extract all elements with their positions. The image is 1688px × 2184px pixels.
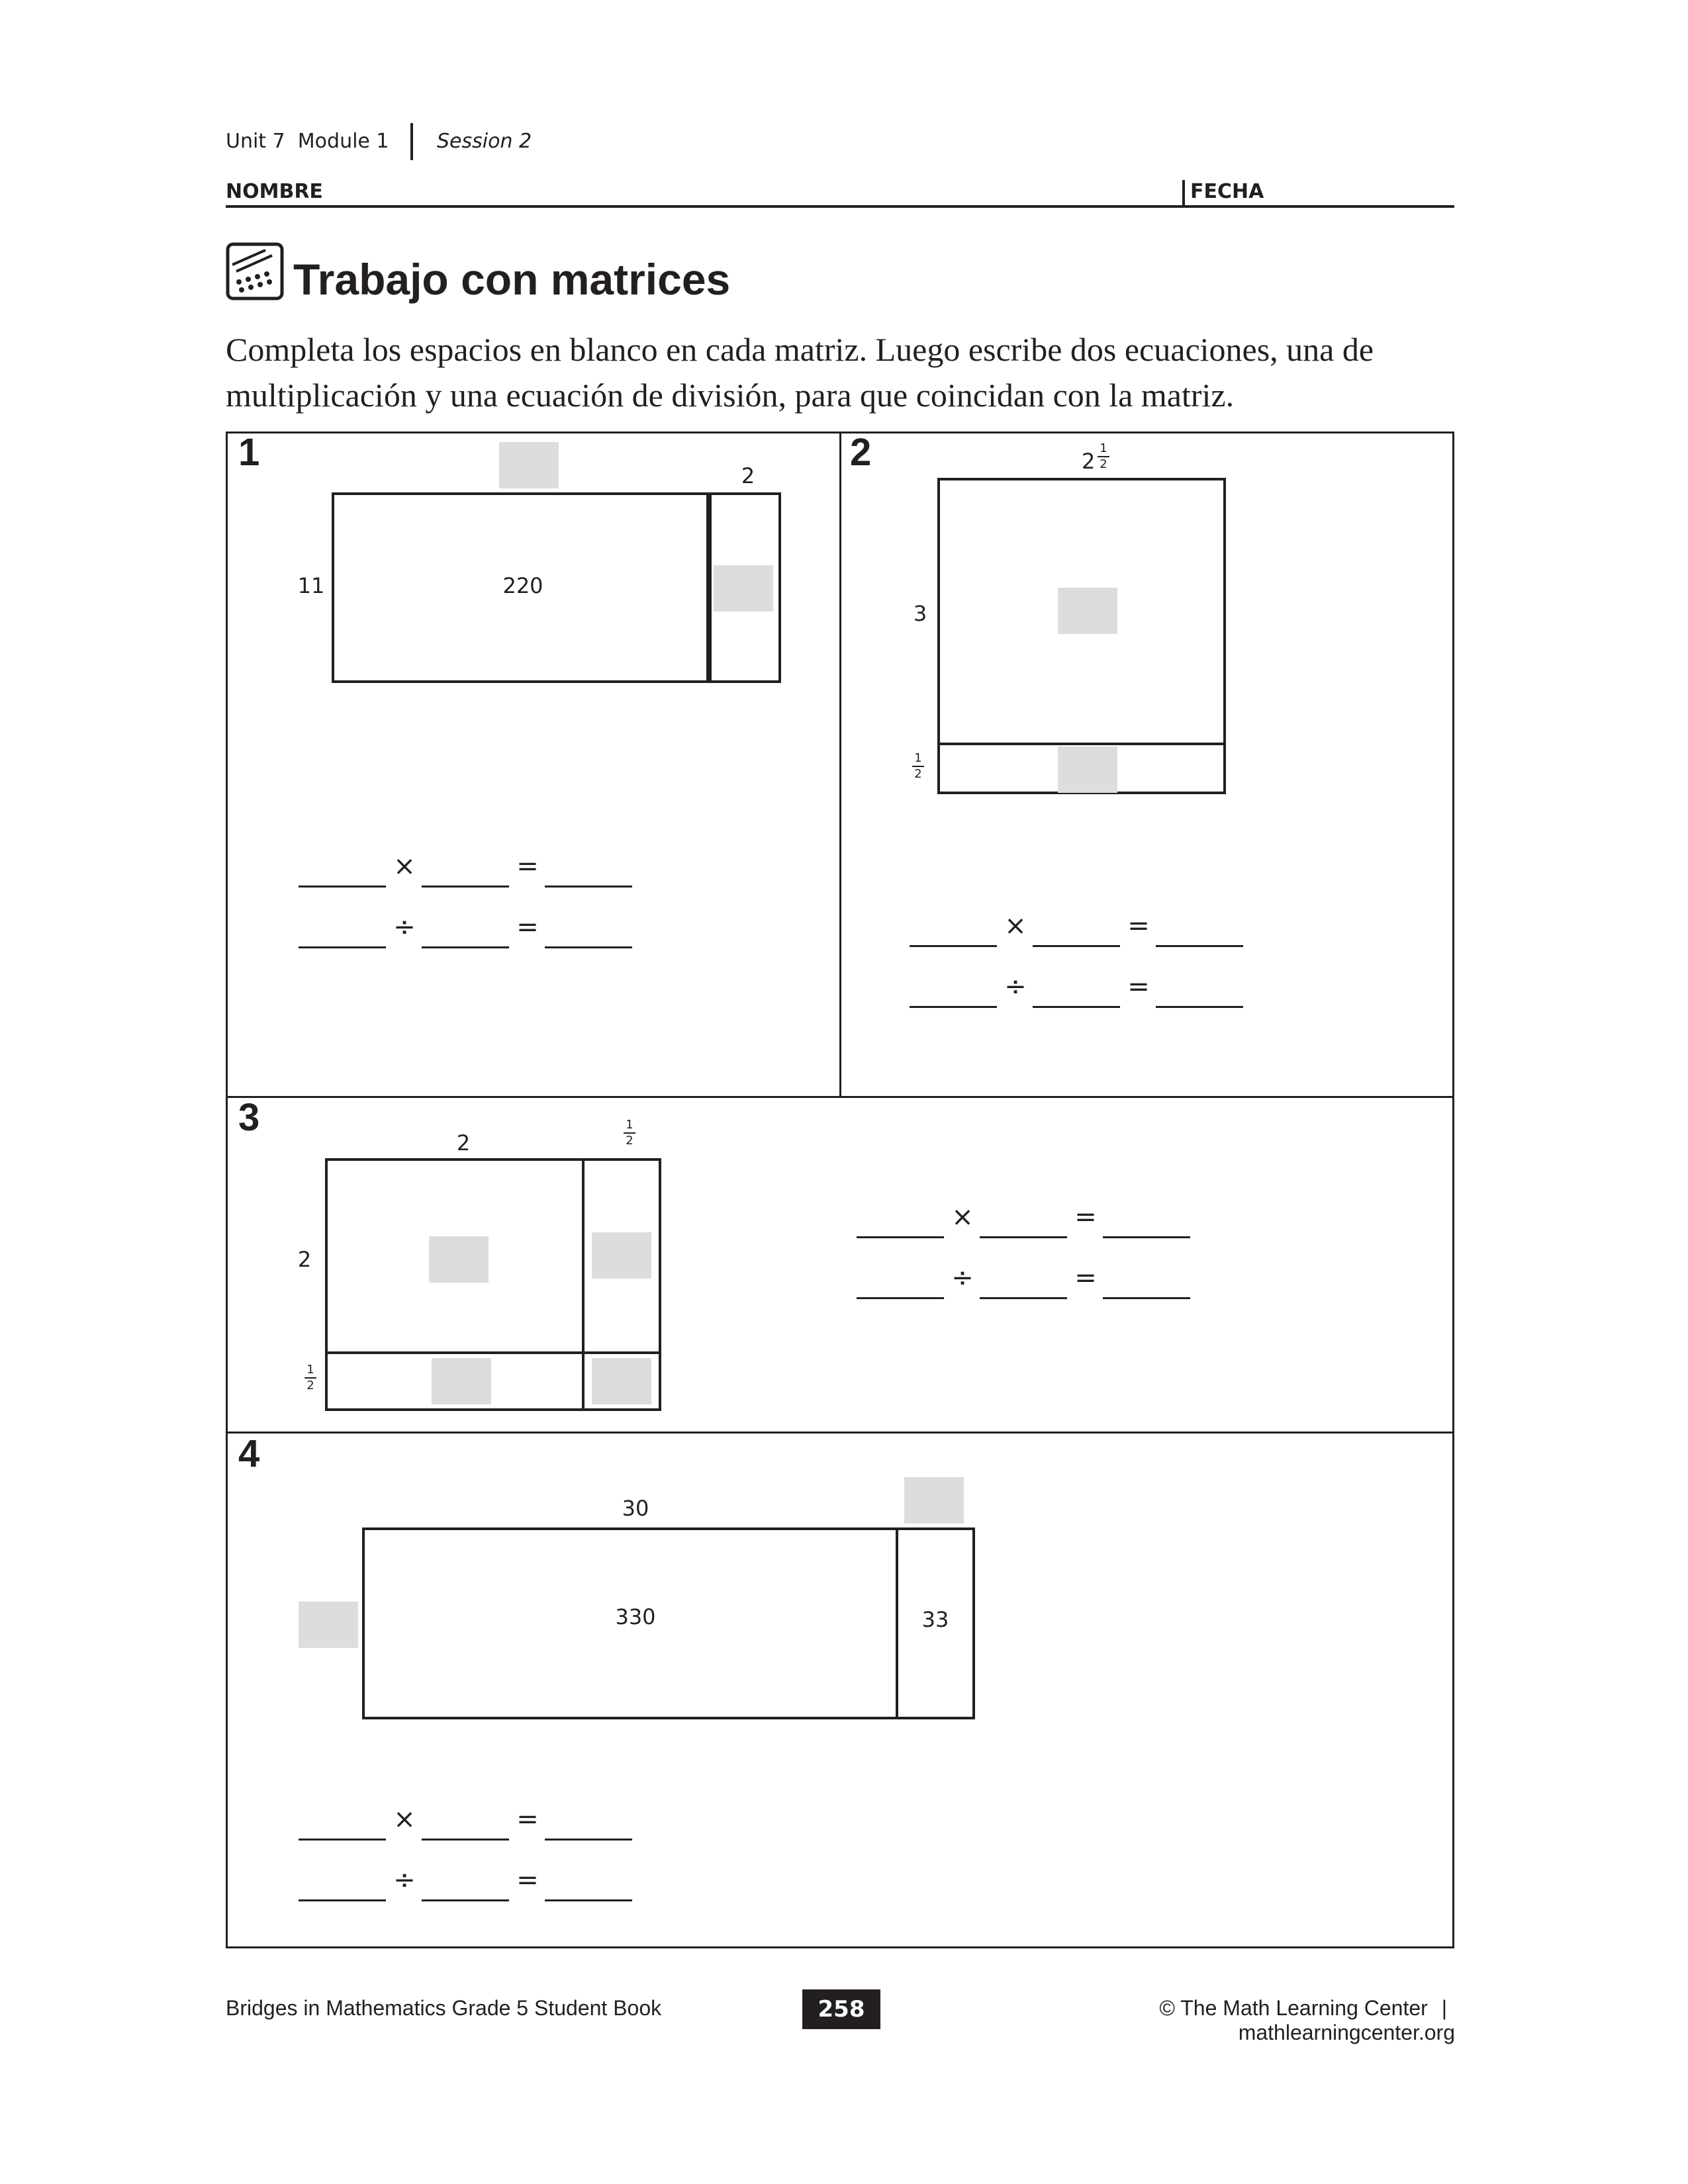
instructions-line-1: Completa los espacios en blanco en cada matriz. Luego escribe dos ecuaciones, una de xyxy=(226,331,1374,368)
session-label: Session 2 xyxy=(437,130,532,153)
label-top-main-4: 30 xyxy=(622,1496,649,1521)
divider-row-1 xyxy=(226,1096,1454,1098)
footer-separator: | xyxy=(1441,1996,1447,2020)
equation-div-3 xyxy=(857,1257,1194,1297)
blank-cell-3-a[interactable] xyxy=(429,1236,489,1283)
div-sign-3: ÷ xyxy=(951,1263,974,1293)
page-title: Trabajo con matrices xyxy=(293,255,731,304)
equation-mult-2 xyxy=(910,905,1247,945)
label-left-main-2: 3 xyxy=(913,601,927,626)
mult-blank-a-1[interactable] xyxy=(299,846,386,887)
module-label: Module 1 xyxy=(297,130,389,153)
footer-copyright: © The Math Learning Center xyxy=(1159,1996,1428,2020)
mult-blank-a-2[interactable] xyxy=(910,905,997,947)
instructions xyxy=(226,327,1464,418)
label-top-right-1: 2 xyxy=(741,463,755,488)
mult-sign-3: × xyxy=(951,1202,974,1232)
name-date-divider xyxy=(1182,180,1185,206)
div-eq-sign-4: = xyxy=(516,1865,539,1895)
problem-number-4: 4 xyxy=(238,1432,260,1475)
problem-number-2: 2 xyxy=(850,431,872,474)
div-blank-a-2[interactable] xyxy=(910,966,997,1008)
equation-div-1 xyxy=(299,907,636,946)
blank-top-right-4[interactable] xyxy=(904,1477,964,1524)
mult-blank-c-4[interactable] xyxy=(545,1799,632,1841)
header-divider xyxy=(410,123,413,160)
mult-blank-b-3[interactable] xyxy=(980,1197,1067,1238)
name-line[interactable] xyxy=(226,205,1454,208)
mult-blank-b-1[interactable] xyxy=(422,846,509,887)
div-blank-a-1[interactable] xyxy=(299,907,386,948)
div-blank-b-1[interactable] xyxy=(422,907,509,948)
mult-blank-c-3[interactable] xyxy=(1103,1197,1190,1238)
equation-mult-3 xyxy=(857,1197,1194,1236)
div-blank-c-4[interactable] xyxy=(545,1860,632,1901)
blank-cell-3-d[interactable] xyxy=(592,1358,651,1404)
mult-eq-sign-1: = xyxy=(516,851,539,882)
div-blank-c-1[interactable] xyxy=(545,907,632,948)
footer-site[interactable]: mathlearningcenter.org xyxy=(1238,2021,1455,2044)
label-right-4: 33 xyxy=(921,1607,949,1632)
div-eq-sign-3: = xyxy=(1074,1263,1097,1293)
label-top-den-2: 2 xyxy=(1100,457,1107,471)
mult-sign-2: × xyxy=(1004,911,1027,941)
div-blank-b-4[interactable] xyxy=(422,1860,509,1901)
worksheet-icon xyxy=(226,242,284,300)
mult-blank-b-2[interactable] xyxy=(1033,905,1120,947)
label-top-2 xyxy=(1079,442,1119,475)
label-left-main-3: 2 xyxy=(297,1247,312,1272)
label-left-frac-2 xyxy=(908,752,928,781)
mult-sign-4: × xyxy=(393,1804,416,1835)
div-eq-sign-2: = xyxy=(1127,972,1150,1002)
equation-mult-4 xyxy=(299,1799,636,1839)
div-blank-a-4[interactable] xyxy=(299,1860,386,1901)
blank-right-cell-1[interactable] xyxy=(714,565,773,612)
label-center-1: 220 xyxy=(502,573,543,598)
label-left-frac-3 xyxy=(301,1363,320,1392)
div-sign-4: ÷ xyxy=(393,1865,416,1895)
label-top-num-3: 1 xyxy=(626,1118,633,1132)
label-left-den-2: 2 xyxy=(914,767,922,781)
label-top-frac-2 xyxy=(1094,442,1113,471)
label-left-1: 11 xyxy=(297,573,325,598)
problem-number-3: 3 xyxy=(238,1096,260,1139)
divider-1-2 xyxy=(839,432,841,1097)
label-top-main-3: 2 xyxy=(456,1130,471,1156)
equation-mult-1 xyxy=(299,846,636,886)
page-number: 258 xyxy=(802,1989,880,2029)
div-blank-a-3[interactable] xyxy=(857,1257,944,1299)
instructions-line-2: multiplicación y una ecuación de división, para que coincidan con la matriz. xyxy=(226,377,1235,414)
divider-row-2 xyxy=(226,1432,1454,1433)
mult-blank-c-2[interactable] xyxy=(1156,905,1243,947)
unit-label: Unit 7 xyxy=(226,130,285,153)
div-eq-sign-1: = xyxy=(516,912,539,942)
label-top-whole-2: 2 xyxy=(1082,449,1096,474)
div-blank-c-3[interactable] xyxy=(1103,1257,1190,1299)
label-left-num-3: 1 xyxy=(306,1363,314,1377)
blank-bottom-cell-2[interactable] xyxy=(1058,747,1117,793)
mult-blank-b-4[interactable] xyxy=(422,1799,509,1841)
equation-div-2 xyxy=(910,966,1247,1006)
div-blank-c-2[interactable] xyxy=(1156,966,1243,1008)
mult-blank-a-4[interactable] xyxy=(299,1799,386,1841)
div-sign-1: ÷ xyxy=(393,912,416,942)
header-unit-module xyxy=(226,130,389,153)
label-center-4: 330 xyxy=(615,1604,656,1629)
problem-number-1: 1 xyxy=(238,431,260,474)
label-top-den-3: 2 xyxy=(626,1134,633,1148)
blank-cell-3-b[interactable] xyxy=(592,1232,651,1279)
label-top-num-2: 1 xyxy=(1100,441,1107,455)
mult-sign-1: × xyxy=(393,851,416,882)
blank-cell-3-c[interactable] xyxy=(432,1358,491,1404)
label-left-den-3: 2 xyxy=(306,1379,314,1392)
mult-eq-sign-3: = xyxy=(1074,1202,1097,1232)
mult-blank-a-3[interactable] xyxy=(857,1197,944,1238)
div-blank-b-3[interactable] xyxy=(980,1257,1067,1299)
div-blank-b-2[interactable] xyxy=(1033,966,1120,1008)
name-label: NOMBRE xyxy=(226,180,323,203)
div-sign-2: ÷ xyxy=(1004,972,1027,1002)
blank-top-cell-2[interactable] xyxy=(1058,588,1117,634)
footer-book: Bridges in Mathematics Grade 5 Student Book xyxy=(226,1996,662,2020)
mult-eq-sign-4: = xyxy=(516,1804,539,1835)
mult-eq-sign-2: = xyxy=(1127,911,1150,941)
label-left-num-2: 1 xyxy=(914,751,922,765)
blank-top-1[interactable] xyxy=(499,442,559,488)
date-label: FECHA xyxy=(1190,180,1264,203)
footer-right xyxy=(939,1996,1455,2045)
label-top-frac-3 xyxy=(620,1118,639,1148)
blank-left-4[interactable] xyxy=(299,1602,358,1648)
mult-blank-c-1[interactable] xyxy=(545,846,632,887)
equation-div-4 xyxy=(299,1860,636,1899)
